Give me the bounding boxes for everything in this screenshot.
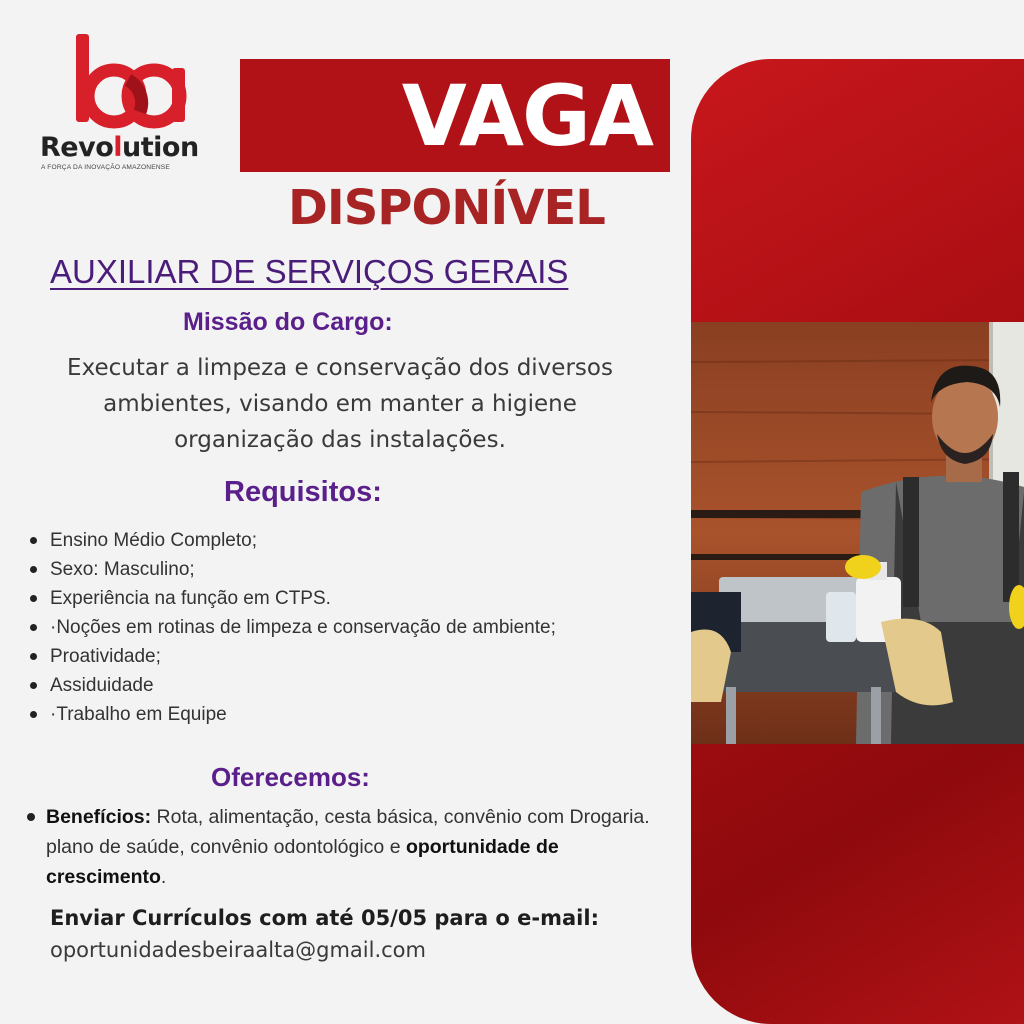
bullet-icon [30,566,37,573]
list-item: ·Noções em rotinas de limpeza e conservação de ambiente; [28,613,588,642]
brand-logo [38,30,218,180]
vaga-banner [240,59,670,172]
mission-heading: Missão do Cargo: [183,308,393,336]
list-item: Assiduidade [28,671,588,700]
contact-email[interactable]: oportunidadesbeiraalta@gmail.com [50,938,426,962]
list-item: Experiência na função em CTPS. [28,584,588,613]
bullet-icon [30,595,37,602]
requirements-list [28,526,588,729]
list-item: Sexo: Masculino; [28,555,588,584]
bullet-icon [30,653,37,660]
vaga-heading: VAGA [401,66,652,165]
bullet-icon [30,537,37,544]
bullet-icon [30,682,37,689]
list-item: Proatividade; [28,642,588,671]
disponivel-heading: DISPONÍVEL [288,180,605,236]
brand-name: Revolution [40,132,199,163]
brand-tagline: A FORÇA DA INOVAÇÃO AMAZONENSE [41,164,170,171]
list-item: ·Trabalho em Equipe [28,700,588,729]
list-item: Ensino Médio Completo; [28,526,588,555]
mission-text: Executar a limpeza e conservação dos diversos ambientes, visando em manter a higiene organização das instalações. [67,355,613,453]
benefits-text: Benefícios: Rota, alimentação, cesta básica, convênio com Drogaria. plano de saúde, convênio odontológico e oportunidade de crescimento. [46,806,650,888]
send-cv-instruction: Enviar Currículos com até 05/05 para o e-mail: [50,906,599,930]
offer-heading: Oferecemos: [211,762,370,792]
benefits-item [24,802,664,892]
ba-logo-icon [68,30,188,130]
requirements-heading: Requisitos: [224,476,382,508]
bullet-icon [30,624,37,631]
job-title: AUXILIAR DE SERVIÇOS GERAIS [50,253,569,290]
bullet-icon [27,813,35,821]
cleaning-worker-photo [691,322,1024,744]
bullet-icon [30,711,37,718]
